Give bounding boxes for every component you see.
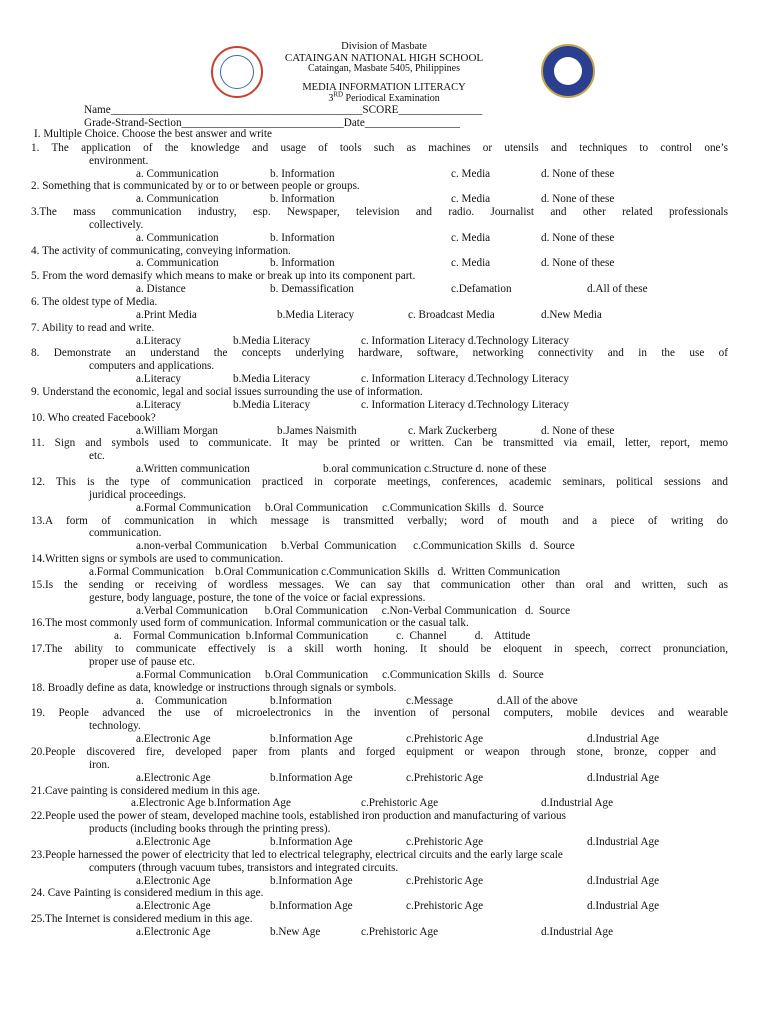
option: b. Information <box>270 193 335 205</box>
option: b. Information <box>270 168 335 180</box>
question-cont: gesture, body language, posture, the tone of the voice or facial expressions. <box>89 592 426 604</box>
question: 17.The ability to communicate effectively is a skill worth honing. It should be eloquent in speech, correct pronunciation, <box>31 643 728 655</box>
question: 9. Understand the economic, legal and social issues surrounding the use of information. <box>31 386 423 398</box>
question: 4. The activity of communicating, conveying information. <box>31 245 291 257</box>
option: a.Electronic Age <box>136 772 211 784</box>
option: c.Prehistoric Age <box>406 900 484 912</box>
option: c.Prehistoric Age <box>406 875 484 887</box>
option: c. Media <box>451 232 491 244</box>
question: 14.Written signs or symbols are used to communication. <box>31 553 284 565</box>
option: c. Information Literacy d.Technology Literacy <box>361 335 569 347</box>
question-cont: communication. <box>89 527 162 539</box>
option: a.Electronic Age <box>136 836 211 848</box>
option: b.Information Age <box>270 836 353 848</box>
question: 13.A form of communication in which message is transmitted verbally; word of mouth and a piece of writing do <box>31 515 728 527</box>
option: b.Media Literacy <box>233 399 311 411</box>
question-cont: environment. <box>89 155 149 167</box>
option: d.Industrial Age <box>541 797 614 809</box>
option: b.Information Age <box>270 733 353 745</box>
question-cont: etc. <box>89 450 105 462</box>
question: 21.Cave painting is considered medium in this age. <box>31 785 260 797</box>
option: d. None of these <box>541 257 615 269</box>
question: 1. The application of the knowledge and usage of tools such as machines or utensils and techniques to control one’s <box>31 142 728 154</box>
option: b.Information Age <box>270 772 353 784</box>
option: c. Media <box>451 168 491 180</box>
option: a.Literacy <box>136 335 182 347</box>
option: c. Information Literacy d.Technology Literacy <box>361 373 569 385</box>
grade-date-field[interactable]: Grade-Strand-Section_____________________________Date_________________ <box>84 117 460 129</box>
question-cont: juridical proceedings. <box>89 489 186 501</box>
option: b.Media Literacy <box>233 373 311 385</box>
question: 7. Ability to read and write. <box>31 322 155 334</box>
option: c.Prehistoric Age <box>406 836 484 848</box>
option: b.Information <box>270 695 332 707</box>
question: 2. Something that is communicated by or to or between people or groups. <box>31 180 360 192</box>
option: c.Prehistoric Age <box>361 926 439 938</box>
question: 22.People used the power of steam, developed machine tools, established iron production and manufacturing of various <box>31 810 566 822</box>
question-cont: proper use of pause etc. <box>89 656 195 668</box>
question: 5. From the word demasify which means to make or break up into its component part. <box>31 270 416 282</box>
option: a.Electronic Age <box>136 733 211 745</box>
option: d.All of the above <box>497 695 578 707</box>
option: a. Distance <box>136 283 186 295</box>
question: 16.The most commonly used form of communication. Informal communication or the casual talk. <box>31 617 469 629</box>
question: 8. Demonstrate an understand the concepts underlying hardware, software, networking connectivity and in the use of <box>31 347 728 359</box>
option-row: a.Formal Communication b.Oral Communication c.Communication Skills d. Written Communication <box>89 566 561 578</box>
question: 20.People discovered fire, developed paper from plants and forged equipment or weapon through stone, bronze, copper and <box>31 746 716 758</box>
option: a.Electronic Age <box>136 926 211 938</box>
option: a.William Morgan <box>136 425 218 437</box>
exam-title: 3RD Periodical Examination <box>328 90 440 104</box>
option: b.James Naismith <box>277 425 357 437</box>
school-name: CATAINGAN NATIONAL HIGH SCHOOL <box>284 52 484 64</box>
option: d.New Media <box>541 309 602 321</box>
question-cont: computers and applications. <box>89 360 215 372</box>
school-address: Cataingan, Masbate 5405, Philippines <box>308 63 460 74</box>
option: a.Electronic Age b.Information Age <box>131 797 291 809</box>
question: 23.People harnessed the power of electricity that led to electrical telegraphy, electrical circuits and the early large scale <box>31 849 563 861</box>
option: d.Industrial Age <box>587 836 660 848</box>
option: c.Prehistoric Age <box>406 733 484 745</box>
division-text: Division of Masbate <box>341 41 427 52</box>
option: a. Communication <box>136 257 219 269</box>
option: c.Prehistoric Age <box>361 797 439 809</box>
name-score-field[interactable]: Name_____________________________________________SCORE_______________ <box>84 104 483 116</box>
option: c. Information Literacy d.Technology Literacy <box>361 399 569 411</box>
option-row: a.Formal Communication b.Oral Communication c.Communication Skills d. Source <box>136 502 544 514</box>
option: b.New Age <box>270 926 321 938</box>
option: d.Industrial Age <box>587 772 660 784</box>
option-row: a.non-verbal Communication b.Verbal Communication c.Communication Skills d. Source <box>136 540 575 552</box>
question: 18. Broadly define as data, knowledge or instructions through signals or symbols. <box>31 682 397 694</box>
option: b.Media Literacy <box>277 309 355 321</box>
question: 6. The oldest type of Media. <box>31 296 158 308</box>
option: b.Information Age <box>270 875 353 887</box>
option: c.Defamation <box>451 283 512 295</box>
option: d. None of these <box>541 425 615 437</box>
question: 11. Sign and symbols used to communicate. It may be printed or written. Can be transmitted via email, letter, report, memo <box>31 437 728 449</box>
option: d. None of these <box>541 193 615 205</box>
option: a.Written communication <box>136 463 250 475</box>
option: b.oral communication c.Structure d. none of these <box>323 463 547 475</box>
option-row: a. Formal Communication b.Informal Communication c. Channel d. Attitude <box>114 630 531 642</box>
option: d.Industrial Age <box>587 900 660 912</box>
question: 3.The mass communication industry, esp. Newspaper, television and radio. Journalist and other related professionals <box>31 206 728 218</box>
option: c.Prehistoric Age <box>406 772 484 784</box>
option: a.Electronic Age <box>136 875 211 887</box>
option: b. Demassification <box>270 283 354 295</box>
option: a.Literacy <box>136 373 182 385</box>
option: a.Literacy <box>136 399 182 411</box>
option: a. Communication <box>136 232 219 244</box>
option: d.Industrial Age <box>587 875 660 887</box>
option: c. Mark Zuckerberg <box>408 425 497 437</box>
option: d.All of these <box>587 283 648 295</box>
question-cont: technology. <box>89 720 141 732</box>
option: c. Broadcast Media <box>408 309 495 321</box>
option: d.Industrial Age <box>587 733 660 745</box>
option: c. Media <box>451 193 491 205</box>
question: 10. Who created Facebook? <box>31 412 156 424</box>
question-cont: products (including books through the printing press). <box>89 823 331 835</box>
question: 12. This is the type of communication practiced in corporate meetings, conferences, academic seminars, political sessions and <box>31 476 728 488</box>
option: d.Industrial Age <box>541 926 614 938</box>
option: a.Electronic Age <box>136 900 211 912</box>
option: c. Media <box>451 257 491 269</box>
question: 24. Cave Painting is considered medium in this age. <box>31 887 264 899</box>
question: 25.The Internet is considered medium in this age. <box>31 913 253 925</box>
option: d. None of these <box>541 232 615 244</box>
question-cont: computers (through vacuum tubes, transistors and integrated circuits. <box>89 862 399 874</box>
option: b.Information Age <box>270 900 353 912</box>
question-cont: collectively. <box>89 219 144 231</box>
option: b. Information <box>270 257 335 269</box>
option: a. Communication <box>136 695 228 707</box>
question: 15.Is the sending or receiving of wordless messages. We can say that communication other than oral and written, such as <box>31 579 728 591</box>
question: 19. People advanced the use of microelectronics in the invention of personal computers, mobile devices and wearable <box>31 707 728 719</box>
subject-title: MEDIA INFORMATION LITERACY <box>302 82 466 93</box>
instructions: I. Multiple Choice. Choose the best answer and write <box>34 128 272 140</box>
option: a. Communication <box>136 168 219 180</box>
option: a. Communication <box>136 193 219 205</box>
option: b. Information <box>270 232 335 244</box>
option: b.Media Literacy <box>233 335 311 347</box>
option: d. None of these <box>541 168 615 180</box>
option: a.Print Media <box>136 309 197 321</box>
option-row: a.Verbal Communication b.Oral Communication c.Non-Verbal Communication d. Source <box>136 605 571 617</box>
question-cont: iron. <box>89 759 110 771</box>
option-row: a.Formal Communication b.Oral Communication c.Communication Skills d. Source <box>136 669 544 681</box>
option: c.Message <box>406 695 453 707</box>
